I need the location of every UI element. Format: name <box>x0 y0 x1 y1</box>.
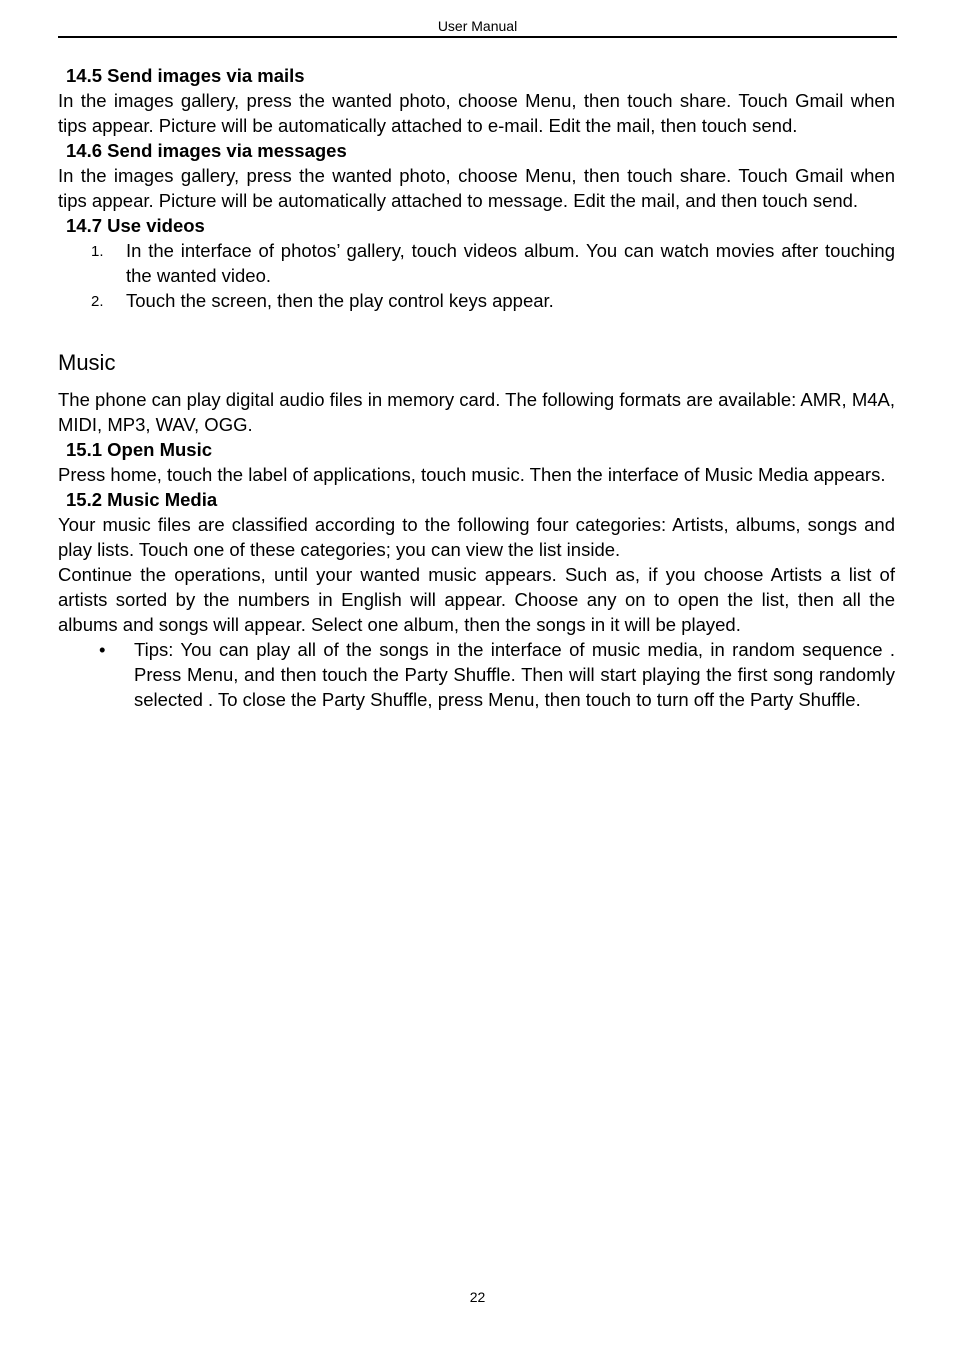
paragraph-15-2-a: Your music files are classified according to the following four categories: Artists, albums, songs and play lists. Touch one of these categories; you can view the list inside. <box>58 514 895 560</box>
paragraph-14-5: In the images gallery, press the wanted photo, choose Menu, then touch share. Touch Gmail when tips appear. Picture will be automatically attached to e-mail. Edit the mail, then touch send. <box>58 90 895 136</box>
tips-list <box>58 637 895 712</box>
section-title-music: Music <box>58 350 116 375</box>
numbered-list-14-7 <box>58 238 895 313</box>
tip-text: Tips: You can play all of the songs in the interface of music media, in random sequence . Press Menu, and then touch the Party Shuffle. Then will start playing the first song randomly selected . To close the Party Shuffle, press Menu, then touch to turn off the Party Shuffle. <box>134 639 895 710</box>
list-item <box>58 238 895 288</box>
running-header: User Manual <box>437 18 518 34</box>
heading-14-6: 14.6 Send images via messages <box>66 140 347 161</box>
page-content <box>58 63 895 712</box>
heading-15-1: 15.1 Open Music <box>66 439 212 460</box>
heading-14-5: 14.5 Send images via mails <box>66 65 305 86</box>
heading-14-7: 14.7 Use videos <box>66 215 205 236</box>
bullet-icon: • <box>99 639 106 660</box>
heading-15-2: 15.2 Music Media <box>66 489 218 510</box>
list-number: 1. <box>91 243 104 260</box>
list-number: 2. <box>91 293 104 310</box>
page-number: 22 <box>469 1289 486 1305</box>
paragraph-music-intro: The phone can play digital audio files in memory card. The following formats are available: AMR, M4A, MIDI, MP3, WAV, OGG. <box>58 389 895 435</box>
list-item-text: In the interface of photos’ gallery, touch videos album. You can watch movies after touching the wanted video. <box>126 240 895 286</box>
list-item <box>58 288 895 313</box>
paragraph-15-1: Press home, touch the label of applications, touch music. Then the interface of Music Media appears. <box>58 464 886 485</box>
list-item-text: Touch the screen, then the play control keys appear. <box>126 290 554 311</box>
list-item <box>58 637 895 712</box>
paragraph-15-2-b: Continue the operations, until your wanted music appears. Such as, if you choose Artists a list of artists sorted by the numbers in English will appear. Choose any on to open the list, then all the albums and songs will appear. Select one album, then the songs in it will be played. <box>58 564 895 635</box>
header-rule <box>58 36 897 38</box>
paragraph-14-6: In the images gallery, press the wanted photo, choose Menu, then touch share. Touch Gmail when tips appear. Picture will be automatically attached to message. Edit the mail, and then touch send. <box>58 165 895 211</box>
